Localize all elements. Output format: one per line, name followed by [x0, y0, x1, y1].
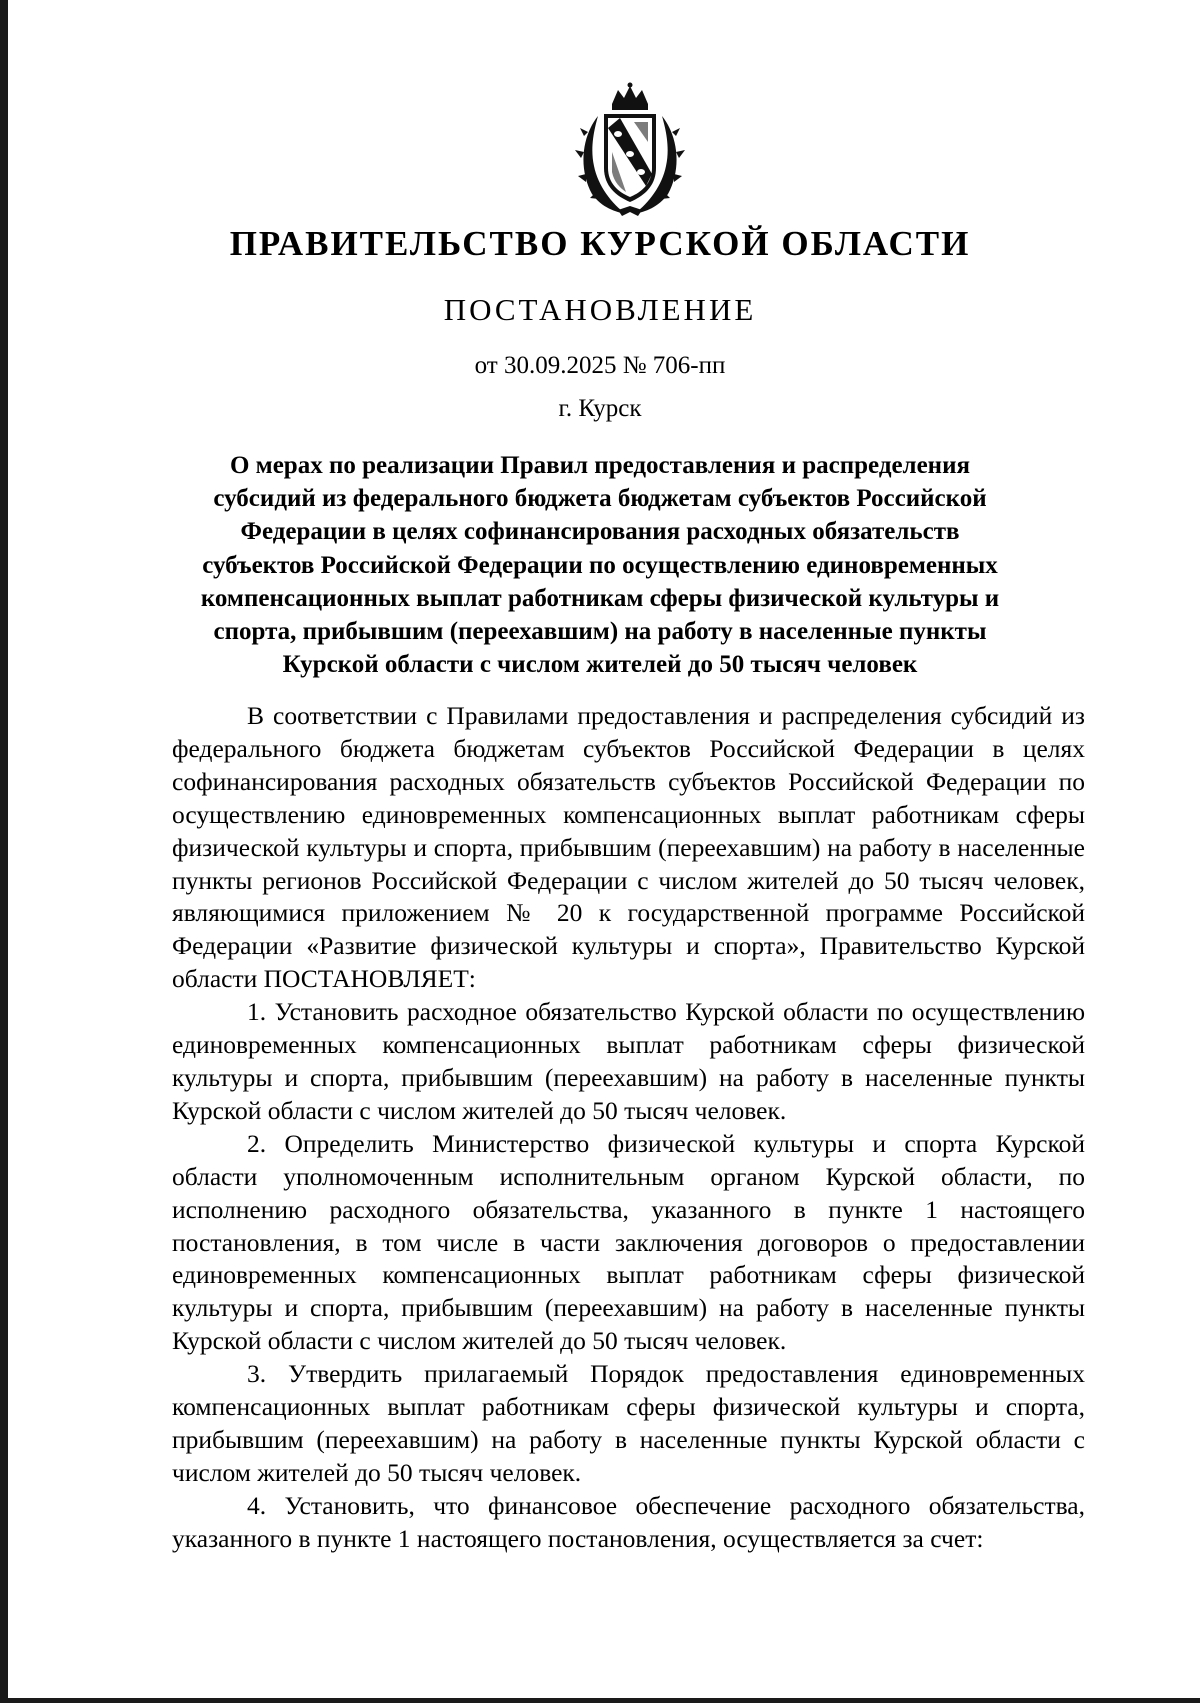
- government-name: ПРАВИТЕЛЬСТВО КУРСКОЙ ОБЛАСТИ: [229, 224, 971, 263]
- item-paragraph-4: 4. Установить, что финансовое обеспечение расходного обязательства, указанного в пункте 1 настоящего постановления, осуществляется за счет:: [172, 1490, 1085, 1553]
- document-city: г. Курск: [558, 395, 642, 422]
- preamble-paragraph: В соответствии с Правилами предоставления и распределения субсидий из федерального бюджета бюджетам субъектов Российской Федерации в целях софинансирования расходных обязательств субъектов Российской Федерации по осуществлению единовременных компенсационных выплат работникам сферы физической культуры и спорта, прибывшим (переехавшим) на работу в населенные пункты регионов Российской Федерации с числом жителей до 50 тысяч человек, являющимися приложением № 20 к государственной программе Российской Федерации «Развитие физической культуры и спорта», Правительство Курской области ПОСТАНОВЛЯЕТ:: [172, 701, 1085, 994]
- document-number-date: от 30.09.2025 № 706-пп: [474, 352, 726, 379]
- item-paragraph-3: 3. Утвердить прилагаемый Порядок предоставления единовременных компенсационных выплат работникам сферы физической культуры и спорта, прибывшим (переехавшим) на работу в населенные пункты Курской области с числом жителей до 50 тысяч человек.: [172, 1359, 1085, 1487]
- item-paragraph-1: 1. Установить расходное обязательство Курской области по осуществлению единовременных компенсационных выплат работникам сферы физической культуры и спорта, прибывшим (переехавшим) на работу в населенные пункты Курской области с числом жителей до 50 тысяч человек.: [172, 997, 1085, 1125]
- document-type: ПОСТАНОВЛЕНИЕ: [443, 292, 757, 327]
- coat-of-arms-icon: [568, 82, 692, 218]
- document-subject-title: О мерах по реализации Правил предоставления и распределения субсидий из федерального бюджета бюджетам субъектов Российской Федерации в целях софинансирования расходных обязательств субъектов Российской Федерации по осуществлению единовременных компенсационных выплат работникам сферы физической культуры и спорта, прибывшим (переехавшим) на работу в населенные пункты Курской области с числом жителей до 50 тысяч человек: [200, 452, 1000, 679]
- item-paragraph-2: 2. Определить Министерство физической культуры и спорта Курской области уполномоченным исполнительным органом Курской области, по исполнению расходного обязательства, указанного в пункте 1 настоящего постановления, в том числе в части заключения договоров о предоставлении единовременных компенсационных выплат работникам сферы физической культуры и спорта, прибывшим (переехавшим) на работу в населенные пункты Курской области с числом жителей до 50 тысяч человек.: [172, 1128, 1085, 1356]
- document-body: [172, 700, 1085, 1556]
- scan-edge-bottom: [0, 1698, 1200, 1703]
